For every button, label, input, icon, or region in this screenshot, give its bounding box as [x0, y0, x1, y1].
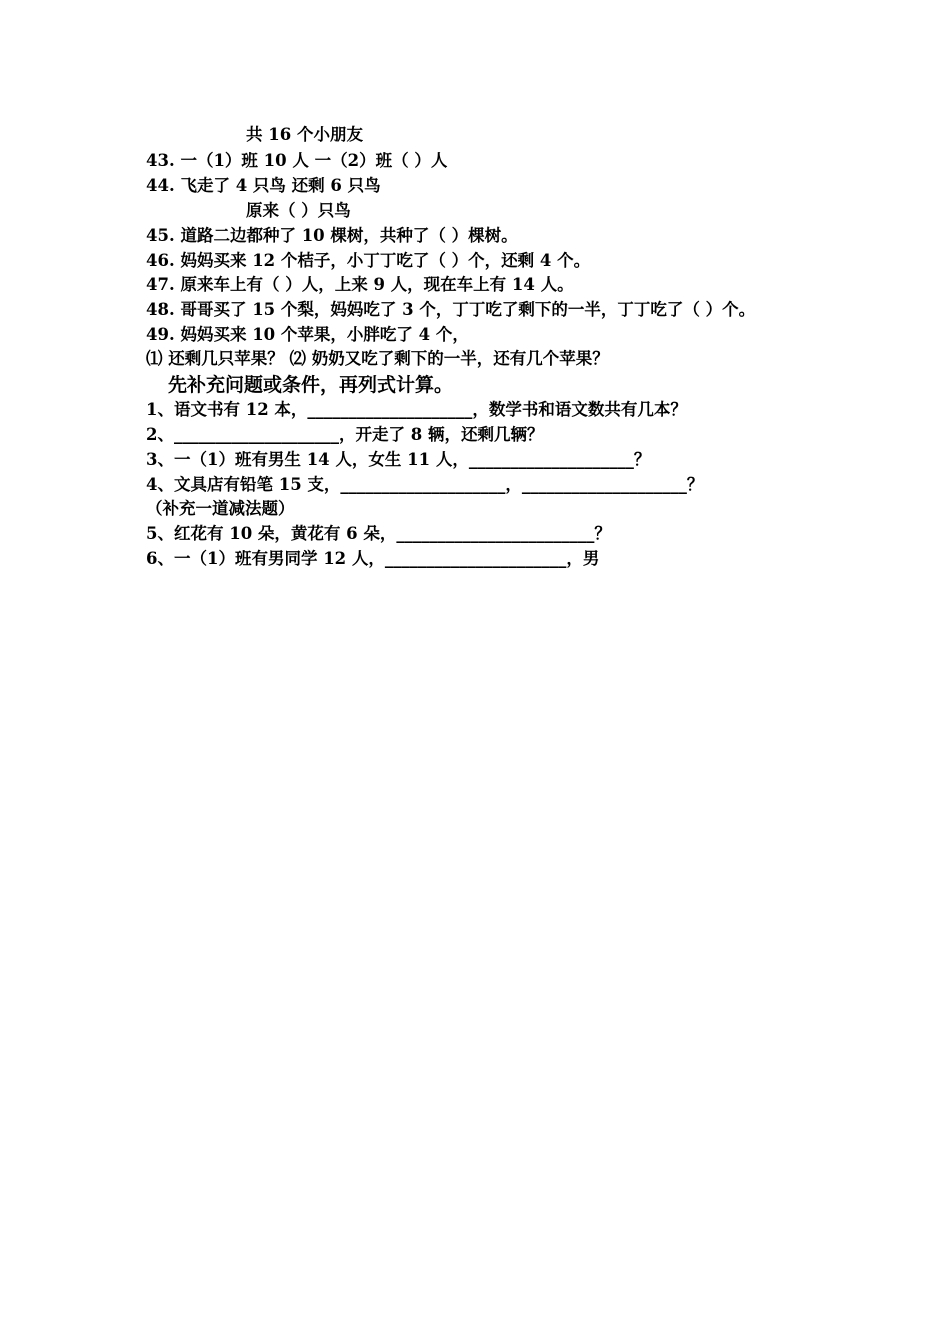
problem-46: 46. 妈妈买来 12 个桔子，小丁丁吃了（ ）个，还剩 4 个。 — [146, 251, 591, 270]
problem-45: 45. 道路二边都种了 10 棵树，共种了（ ）棵树。 — [146, 226, 518, 245]
fill-question-2: 2、____________________，开走了 8 辆，还剩几辆？ — [146, 425, 544, 444]
fill-question-6: 6、一（1）班有男同学 12 人，______________________，男 — [146, 549, 600, 568]
fill-question-4: 4、文具店有铅笔 15 支，____________________，____________________？ — [146, 475, 704, 494]
problem-49: 49. 妈妈买来 10 个苹果，小胖吃了 4 个， — [146, 325, 469, 344]
problem-47: 47. 原来车上有（ ）人，上来 9 人，现在车上有 14 人。 — [146, 275, 574, 294]
problem-48: 48. 哥哥买了 15 个梨，妈妈吃了 3 个，丁丁吃了剩下的一半，丁丁吃了（ ）个。 — [146, 300, 756, 319]
fill-question-4-note: （补充一道减法题） — [146, 499, 295, 518]
problem-44: 44. 飞走了 4 只鸟 还剩 6 只鸟 — [146, 176, 381, 195]
problem-43: 43. 一（1）班 10 人 一（2）班（ ）人 — [146, 151, 448, 170]
section-heading: 先补充问题或条件，再列式计算。 — [168, 374, 454, 396]
problem-42-total-line: 共 16 个小朋友 — [246, 125, 363, 144]
fill-question-3: 3、一（1）班有男生 14 人，女生 11 人，____________________？ — [146, 450, 651, 469]
fill-question-1: 1、语文书有 12 本，____________________，数学书和语文数共有几本？ — [146, 400, 687, 419]
fill-question-5: 5、红花有 10 朵，黄花有 6 朵，________________________？ — [146, 524, 611, 543]
problem-44-answer-line: 原来（ ）只鸟 — [246, 201, 351, 220]
problem-49-subquestions: ⑴ 还剩几只苹果？ ⑵ 奶奶又吃了剩下的一半，还有几个苹果？ — [146, 349, 609, 368]
